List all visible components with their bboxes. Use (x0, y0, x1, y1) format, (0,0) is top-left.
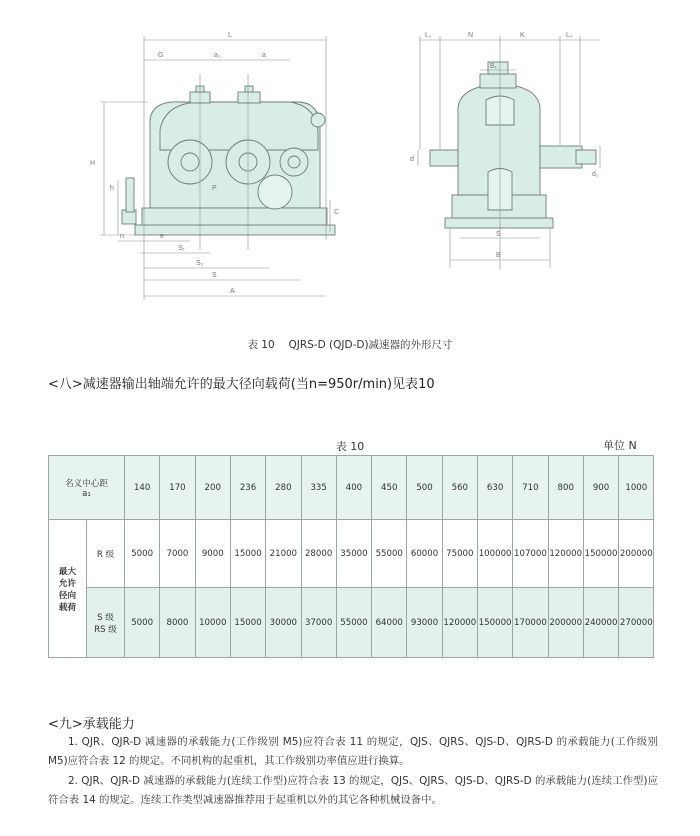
table-cell: 170000 (513, 588, 548, 658)
table-cell: 15000 (230, 588, 265, 658)
header-label-cell: 名义中心距 a₁ (49, 456, 125, 520)
table-row (49, 588, 654, 658)
side-label-s: S (496, 231, 501, 238)
table-cell: 9000 (195, 520, 230, 588)
front-label-l: L (228, 32, 232, 39)
figure-caption: 表 10 QJRS-D (QJD-D)减速器的外形尺寸 (247, 339, 453, 351)
header-center-cell: 630 (477, 456, 512, 520)
table-cell: 75000 (442, 520, 477, 588)
table-cell: 200000 (548, 588, 583, 658)
side-label-d: d (410, 156, 414, 163)
header-center-cell: 450 (372, 456, 407, 520)
table-cell: 100000 (477, 520, 512, 588)
header-center-cell: 200 (195, 456, 230, 520)
table-cell: 30000 (266, 588, 301, 658)
side-label-n: N (468, 32, 474, 39)
table-cell: 150000 (583, 520, 618, 588)
group-label-cell: 最大 允许 径向 载荷 (49, 520, 87, 658)
section-9-heading: <九>承载能力 (48, 717, 135, 732)
header-center-cell: 170 (160, 456, 195, 520)
table-cell: 10000 (195, 588, 230, 658)
table-cell: 5000 (125, 588, 160, 658)
table-cell: 7000 (160, 520, 195, 588)
header-center-cell: 560 (442, 456, 477, 520)
table-cell: 55000 (336, 588, 371, 658)
side-shaft-left (430, 150, 458, 166)
front-label-h: H (90, 160, 96, 167)
front-label-s1: S₁ (178, 245, 186, 252)
header-center-cell: 280 (266, 456, 301, 520)
table-cell: 107000 (513, 520, 548, 588)
header-center-cell: 400 (336, 456, 371, 520)
table-cell: 35000 (336, 520, 371, 588)
side-label-l1: L₁ (425, 32, 432, 39)
front-label-a: A (230, 288, 235, 295)
table-cell: 120000 (548, 520, 583, 588)
paragraph-1: 1. QJR、QJR-D 减速器的承载能力(工作级别 M5)应符合表 11 的规定，QJS、QJRS、QJS-D、QJRS-D 的承载能力(工作级别 M5)应符合表 12 的规定。不同机构的起重机，其工作级别功率值应进行换算。 (48, 736, 658, 767)
table-cell: 15000 (230, 520, 265, 588)
front-label-h: h (110, 185, 114, 192)
table-cell: 28000 (301, 520, 336, 588)
table-cell: 120000 (442, 588, 477, 658)
section-8-heading: <八>减速器输出轴端允许的最大径向载荷(当n=950r/min)见表10 (48, 377, 435, 392)
table-unit: 单位 N (603, 439, 637, 452)
side-label-b1: B₁ (490, 63, 498, 70)
table-cell: 5000 (125, 520, 160, 588)
header-center-cell: 900 (583, 456, 618, 520)
table-title: 表 10 (335, 440, 365, 453)
front-label-s: S (212, 272, 217, 279)
table-cell: 64000 (372, 588, 407, 658)
table-header-row (49, 456, 654, 520)
table-cell: 60000 (407, 520, 442, 588)
front-output-circle (258, 175, 292, 209)
table-cell: 200000 (619, 520, 654, 588)
table-cell: 55000 (372, 520, 407, 588)
header-center-cell: 1000 (619, 456, 654, 520)
table-cell: 37000 (301, 588, 336, 658)
front-label-a1: a₁ (214, 52, 221, 59)
header-center-cell: 236 (230, 456, 265, 520)
table-cell: 270000 (619, 588, 654, 658)
radial-load-table (48, 455, 654, 658)
table-cell: 8000 (160, 588, 195, 658)
table-row (49, 520, 654, 588)
row-label-cell: R 级 (87, 520, 125, 588)
front-lug (311, 113, 325, 127)
front-label-g: G (158, 52, 164, 59)
table-cell: 150000 (477, 588, 512, 658)
paragraph-2: 2. QJR、QJR-D 减速器的承载能力(连续工作型)应符合表 13 的规定，QJS、QJRS、QJS-D、QJRS-D 的承载能力(连续工作型)应符合表 14 的规定。连续工作类型减速器推荐用于起重机以外的其它各种机械设备中。 (48, 775, 658, 806)
side-top (480, 74, 516, 88)
row-label-cell: S 级 RS 级 (87, 588, 125, 658)
front-label-n: n (120, 233, 124, 240)
front-label-p: P (212, 185, 217, 192)
side-label-k: K (520, 32, 525, 39)
table-cell: 21000 (266, 520, 301, 588)
side-label-b: B (496, 252, 501, 259)
header-center-cell: 335 (301, 456, 336, 520)
table-cell: 240000 (583, 588, 618, 658)
side-label-l2: L₂ (566, 32, 573, 39)
table-cell: 93000 (407, 588, 442, 658)
gearbox-drawing (0, 0, 700, 330)
side-label-d1: d₁ (592, 171, 599, 178)
front-breather-2 (238, 92, 260, 103)
header-center-cell: 140 (125, 456, 160, 520)
header-center-cell: 710 (513, 456, 548, 520)
front-label-e: e (160, 233, 164, 240)
front-label-s2: S₂ (196, 260, 204, 267)
front-label-a: a (262, 52, 266, 59)
header-center-cell: 800 (548, 456, 583, 520)
header-center-cell: 500 (407, 456, 442, 520)
front-foot (135, 225, 335, 235)
front-label-c: C (334, 209, 340, 216)
